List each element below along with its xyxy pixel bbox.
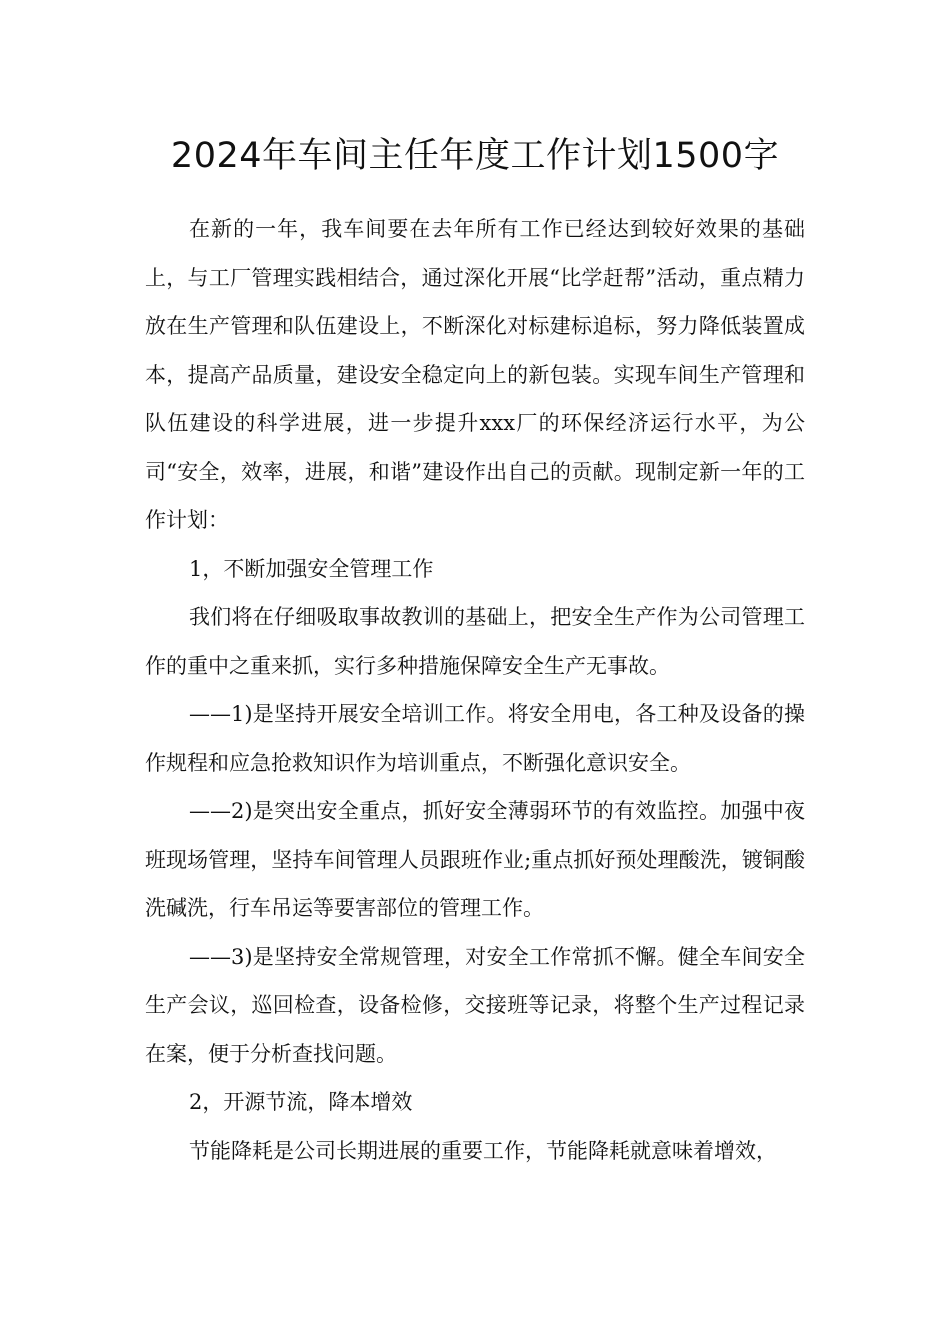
- document-title: 2024年车间主任年度工作计划1500字: [170, 136, 780, 176]
- section-heading-cost: 2，开源节流，降本增效: [189, 1090, 413, 1114]
- paragraph-safety-item-2: ——2)是突出安全重点，抓好安全薄弱环节的有效监控。加强中夜班现场管理，坚持车间管理人员跟班作业;重点抓好预处理酸洗，镀铜酸洗碱洗，行车吊运等要害部位的管理工作。: [145, 799, 805, 920]
- paragraph-intro: 在新的一年，我车间要在去年所有工作已经达到较好效果的基础上，与工厂管理实践相结合，通过深化开展“比学赶帮”活动，重点精力放在生产管理和队伍建设上，不断深化对标建标追标，努力降低装置成本，提高产品质量，建设安全稳定向上的新包装。实现车间生产管理和队伍建设的科学进展，进一步提升xxx厂的环保经济运行水平，为公司“安全，效率，进展，和谐”建设作出自己的贡献。现制定新一年的工作计划：: [145, 217, 805, 532]
- paragraph-safety-overview: 我们将在仔细吸取事故教训的基础上，把安全生产作为公司管理工作的重中之重来抓，实行多种措施保障安全生产无事故。: [145, 605, 805, 678]
- paragraph-safety-item-3: ——3)是坚持安全常规管理，对安全工作常抓不懈。健全车间安全生产会议，巡回检查，设备检修，交接班等记录，将整个生产过程记录在案，便于分析查找问题。: [145, 944, 805, 1066]
- paragraph-safety-item-1: ——1)是坚持开展安全培训工作。将安全用电，各工种及设备的操作规程和应急抢救知识作为培训重点，不断强化意识安全。: [145, 702, 805, 775]
- section-heading-safety: 1，不断加强安全管理工作: [189, 556, 434, 581]
- paragraph-cost-overview: 节能降耗是公司长期进展的重要工作，节能降耗就意味着增效，: [189, 1138, 777, 1163]
- document-body: [145, 205, 805, 1175]
